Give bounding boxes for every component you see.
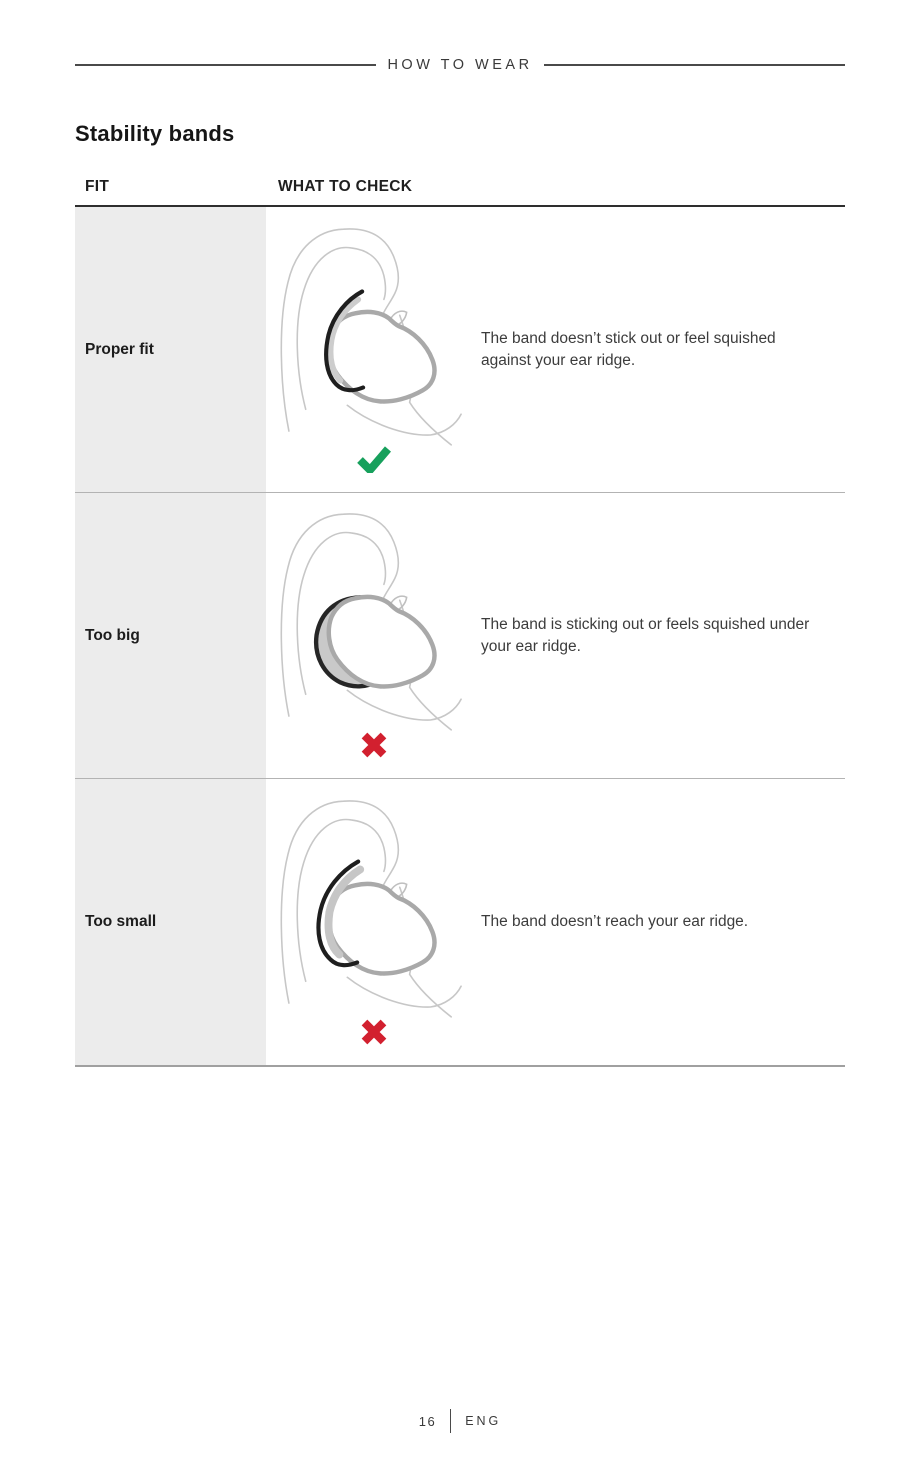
ear-band-too-big-illustration xyxy=(279,512,469,737)
header-rule-right xyxy=(544,64,845,66)
check-icon xyxy=(357,446,391,473)
running-header-title: HOW TO WEAR xyxy=(387,56,533,73)
fit-description-proper-fit: The band doesn’t stick out or feel squished against your ear ridge. xyxy=(481,330,776,369)
footer-divider xyxy=(450,1409,451,1433)
illustration-cell-proper-fit xyxy=(266,227,481,473)
table-header-row xyxy=(75,178,845,207)
ear-proper-fit-illustration xyxy=(279,227,469,452)
page-footer xyxy=(0,1409,920,1433)
stability-bands-table xyxy=(75,178,845,1067)
header-rule-left xyxy=(75,64,376,66)
fit-label-too-small: Too small xyxy=(75,779,266,1065)
earbud xyxy=(328,883,434,973)
manual-page xyxy=(0,56,920,1067)
column-header-fit: FIT xyxy=(85,178,110,195)
fit-description-too-small: The band doesn’t reach your ear ridge. xyxy=(481,913,749,931)
illustration-cell-too-big xyxy=(266,512,481,759)
running-header xyxy=(75,56,845,73)
x-icon xyxy=(360,731,388,759)
page-number: 16 xyxy=(418,1413,437,1429)
table-row-too-big xyxy=(75,493,845,779)
language-code: ENG xyxy=(465,1414,502,1428)
fit-label-too-big: Too big xyxy=(75,493,266,778)
table-row-too-small xyxy=(75,779,845,1065)
ear-band-too-small-illustration xyxy=(279,799,469,1024)
fit-description-too-big: The band is sticking out or feels squished under your ear ridge. xyxy=(481,616,810,655)
table-row-proper-fit xyxy=(75,207,845,493)
illustration-cell-too-small xyxy=(266,799,481,1046)
column-header-what-to-check: WHAT TO CHECK xyxy=(278,178,413,195)
fit-label-proper-fit: Proper fit xyxy=(75,207,266,492)
section-title: Stability bands xyxy=(75,121,235,146)
x-icon xyxy=(360,1018,388,1046)
